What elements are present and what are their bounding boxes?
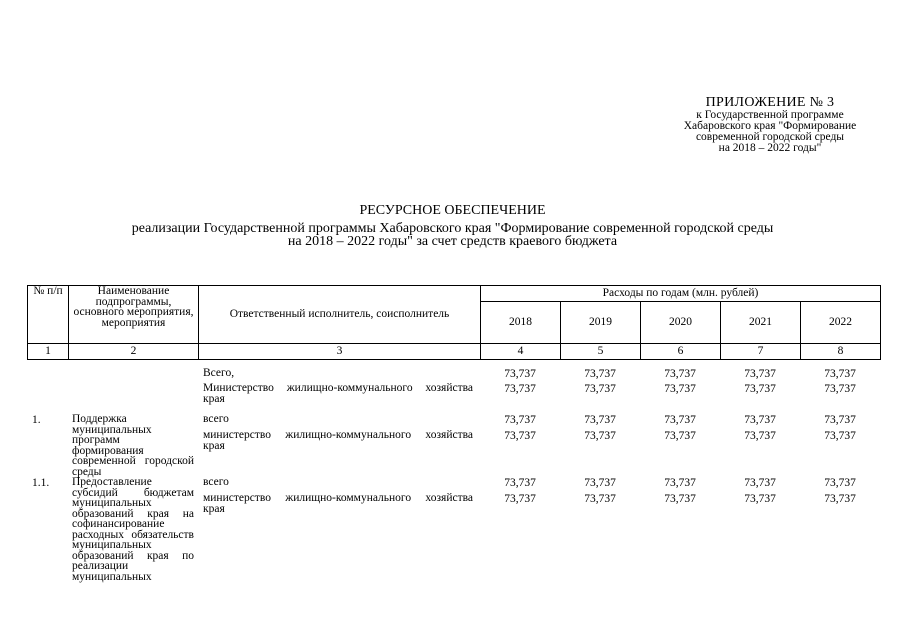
table-header [27, 285, 880, 360]
header-table [27, 285, 881, 360]
header-num: № п/п [28, 286, 69, 344]
header-name: Наименование подпрограммы, основного мероприятия, мероприятия [69, 286, 199, 344]
column-number: 3 [199, 344, 481, 360]
value-cell: 73,737 [824, 430, 856, 442]
row-name: Поддержка муниципальных программ формирования современной городской среды [72, 413, 194, 478]
value-cell: 73,737 [824, 414, 856, 426]
value-cell: 73,737 [584, 383, 616, 395]
value-cell: 73,737 [664, 493, 696, 505]
value-cell: 73,737 [664, 430, 696, 442]
value-cell: 73,737 [824, 383, 856, 395]
appendix-line: на 2018 – 2022 годы" [718, 142, 822, 154]
value-cell: 73,737 [664, 414, 696, 426]
value-cell: 73,737 [584, 493, 616, 505]
header-year: 2022 [801, 302, 881, 344]
row-executor: министерство жилищно-коммунального хозяйства края [203, 429, 473, 452]
header-year: 2019 [561, 302, 641, 344]
value-cell: 73,737 [504, 368, 536, 380]
column-number: 1 [28, 344, 69, 360]
appendix-line: современной городской среды [695, 131, 845, 143]
row-number: 1.1. [32, 477, 50, 489]
header-executor: Ответственный исполнитель, соисполнитель [199, 286, 481, 344]
header-year: 2018 [481, 302, 561, 344]
value-cell: 73,737 [584, 368, 616, 380]
value-cell: 73,737 [824, 493, 856, 505]
column-number: 6 [641, 344, 721, 360]
column-number: 4 [481, 344, 561, 360]
row-executor: Министерство жилищно-коммунального хозяйства края [203, 382, 473, 405]
column-number: 8 [801, 344, 881, 360]
value-cell: 73,737 [744, 414, 776, 426]
value-cell: 73,737 [504, 493, 536, 505]
value-cell: 73,737 [664, 477, 696, 489]
header-expenses: Расходы по годам (млн. рублей) [481, 286, 881, 302]
row-executor: всего [203, 476, 229, 488]
value-cell: 73,737 [504, 430, 536, 442]
value-cell: 73,737 [744, 383, 776, 395]
document-subtitle [60, 222, 845, 248]
value-cell: 73,737 [664, 383, 696, 395]
subtitle-line: на 2018 – 2022 годы" за счет средств краевого бюджета [287, 234, 618, 249]
row-name: Предоставление субсидий бюджетам муниципальных образований края на софинансирование расходных обязательств муниципальных образований края по реализации муниципальных [72, 476, 194, 583]
value-cell: 73,737 [584, 430, 616, 442]
row-number: 1. [32, 414, 41, 426]
row-executor: министерство жилищно-коммунального хозяйства края [203, 492, 473, 515]
value-cell: 73,737 [744, 368, 776, 380]
value-cell: 73,737 [824, 368, 856, 380]
value-cell: 73,737 [504, 383, 536, 395]
value-cell: 73,737 [584, 477, 616, 489]
subtitle-line: реализации Государственной программы Хабаровского края "Формирование современной городской среды [131, 221, 774, 236]
value-cell: 73,737 [744, 493, 776, 505]
value-cell: 73,737 [664, 368, 696, 380]
value-cell: 73,737 [744, 477, 776, 489]
appendix-line: Хабаровского края "Формирование [683, 120, 857, 132]
column-number: 2 [69, 344, 199, 360]
value-cell: 73,737 [504, 414, 536, 426]
column-number: 7 [721, 344, 801, 360]
column-number: 5 [561, 344, 641, 360]
row-executor: Всего, [203, 367, 235, 379]
row-executor: всего [203, 413, 229, 425]
value-cell: 73,737 [824, 477, 856, 489]
header-year: 2020 [641, 302, 721, 344]
appendix-title: ПРИЛОЖЕНИЕ № 3 [705, 95, 835, 110]
header-year: 2021 [721, 302, 801, 344]
value-cell: 73,737 [744, 430, 776, 442]
value-cell: 73,737 [584, 414, 616, 426]
value-cell: 73,737 [504, 477, 536, 489]
appendix-line: к Государственной программе [696, 109, 844, 121]
appendix-block [650, 95, 890, 154]
document-title: РЕСУРСНОЕ ОБЕСПЕЧЕНИЕ [359, 203, 546, 218]
